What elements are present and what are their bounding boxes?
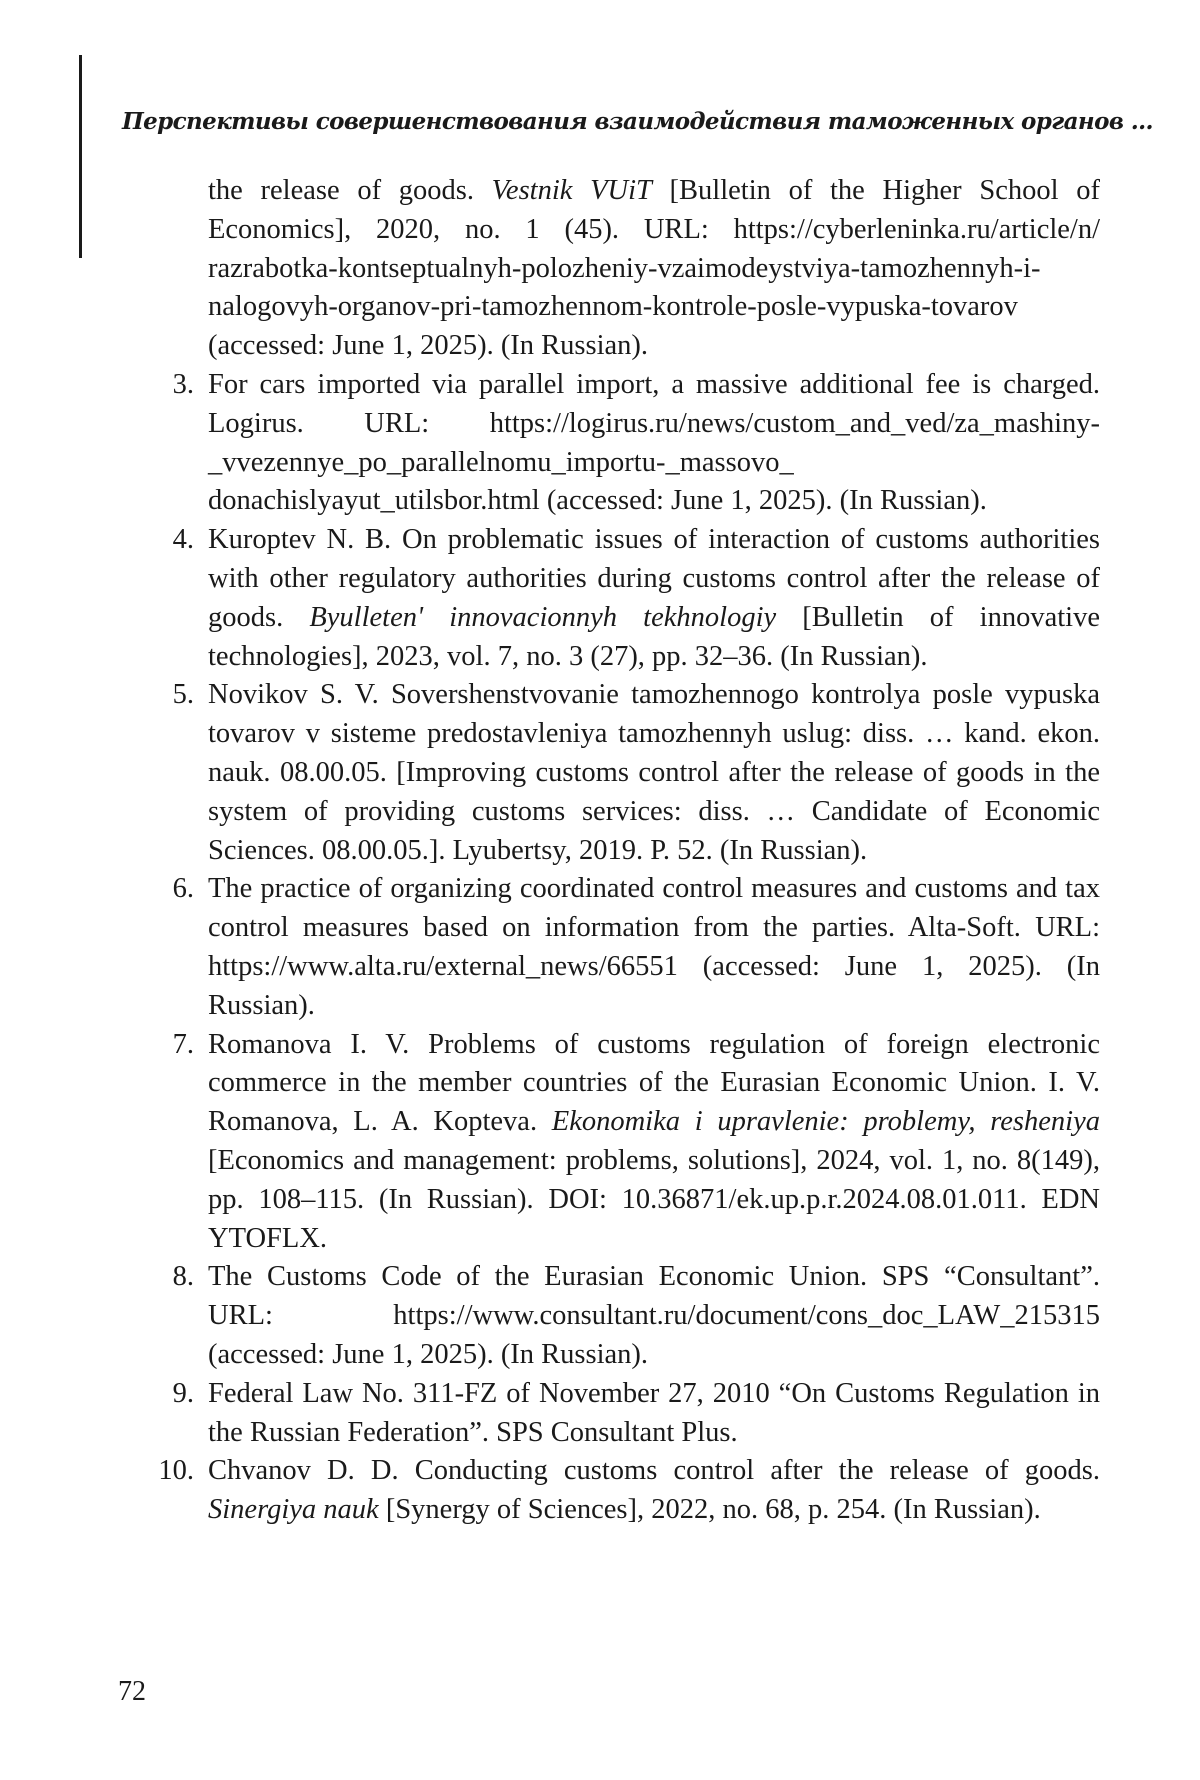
reference-text xyxy=(208,1452,1100,1530)
reference-text-segment: [Bulletin of the Higher School of Economics], 2020, no. 1 (45). URL: https://cyberleninka.ru/​article/​n/​razrabotka-​kontseptualnyh-​polozheniy-​vzaimodeystviya-​tamozhennyh-​i-​nalogovyh-​organov-​pri-​tamozhennom-​kontrole-​posle-​vypuska-​tovarov (accessed: June 1, 2025). (In Russian). xyxy=(208,175,1100,362)
reference-number: 4. xyxy=(172,524,194,556)
reference-text-segment: The practice of organizing coordinated control measures and customs and tax control measures based on information from the parties. Alta-Soft. URL: https://www.alta.ru/​external_news/​66551 (accessed: June 1, 2025). (In Russian). xyxy=(208,873,1100,1021)
reference-number: 5. xyxy=(172,679,194,711)
reference-source-title: Ekonomika i upravlenie: problemy, resheniya xyxy=(551,1106,1100,1138)
reference-number xyxy=(122,172,208,366)
reference-text-segment: Federal Law No. 311-FZ of November 27, 2010 “On Customs Regulation in the Russian Federation”. SPS Consultant Plus. xyxy=(208,1377,1100,1448)
reference-item xyxy=(122,1026,1100,1259)
reference-source-title: Vestnik VUiT xyxy=(491,175,652,206)
reference-number: 9. xyxy=(172,1377,194,1409)
reference-text xyxy=(208,1375,1100,1453)
reference-source-title: Sinergiya nauk xyxy=(208,1494,379,1526)
reference-text-segment: the release of goods. xyxy=(208,175,492,206)
reference-text xyxy=(208,366,1100,521)
reference-text xyxy=(208,172,1100,366)
reference-number: 8. xyxy=(172,1261,194,1293)
reference-item xyxy=(122,172,1100,366)
reference-text-segment: Chvanov D. D. Conducting customs control after the release of goods. xyxy=(208,1455,1100,1487)
reference-number: 6. xyxy=(172,873,194,905)
reference-text xyxy=(208,676,1100,870)
reference-text-segment: [Economics and management: problems, solutions], 2024, vol. 1, no. 8(149), pp. 108–115. (In Russian). DOI: 10.36871/​ek.up.p.r.2024.08.01.011. EDN YTOFLX. xyxy=(208,1144,1100,1254)
reference-source-title: Byulleten' innovacionnyh tekhnologiy xyxy=(309,601,777,633)
reference-text-segment: [Bulletin of innovative technologies], 2023, vol. 7, no. 3 (27), pp. 32–36. (In Russian). xyxy=(208,601,1100,672)
reference-item xyxy=(122,1452,1100,1530)
reference-item xyxy=(122,676,1100,870)
reference-number: 3. xyxy=(172,368,194,400)
reference-item xyxy=(122,870,1100,1025)
reference-text xyxy=(208,521,1100,676)
margin-rule xyxy=(79,55,82,258)
reference-item xyxy=(122,1375,1100,1453)
reference-text-segment: The Customs Code of the Eurasian Economic Union. SPS “Consultant”. URL: https://www.consultant.ru/​document/​cons_​doc_LAW_215315 (accessed: June 1, 2025). (In Russian). xyxy=(208,1261,1100,1370)
reference-text xyxy=(208,1026,1100,1259)
reference-text-segment: [Synergy of Sciences], 2022, no. 68, p. 254. (In Russian). xyxy=(378,1494,1041,1526)
reference-text-segment: Kuroptev N. B. On problematic issues of interaction of customs authorities with other regulatory authorities during customs control after the release of goods. xyxy=(208,524,1100,633)
reference-text-segment: Romanova I. V. Problems of customs regulation of foreign electronic commerce in the member countries of the Eurasian Economic Union. I. V. Romanova, L. A. Kopteva. xyxy=(208,1028,1100,1138)
reference-text-segment: For cars imported via parallel import, a massive additional fee is charged. Logirus. URL: https://logirus.ru/​news/​custom_and_ved/​za_mashiny-_vvezennye_po_parallelnomu_importu-_massovo_​donachislyayut_utilsbor.html (accessed: June 1, 2025). (In Russian). xyxy=(208,368,1100,517)
reference-text xyxy=(208,1258,1100,1374)
reference-text xyxy=(208,870,1100,1025)
reference-text-segment: Novikov S. V. Sovershenstvovanie tamozhennogo kontrolya posle vypuska tovarov v sisteme predostavleniya tamozhennyh uslug: diss. … kand. ekon. nauk. 08.00.05. [Improving customs control after the release of goods in the system of providing customs services: diss. … Candidate of Economic Sciences. 08.00.05.]. Lyubertsy, 2019. P. 52. (In Russian). xyxy=(208,679,1100,866)
reference-list xyxy=(122,172,1100,1530)
reference-item xyxy=(122,366,1100,521)
reference-number: 7. xyxy=(172,1028,194,1060)
running-header: Перспективы совершенствования взаимодействия таможенных органов ... xyxy=(122,108,1153,135)
page-number: 72 xyxy=(118,1676,146,1707)
reference-item xyxy=(122,1258,1100,1374)
reference-item xyxy=(122,521,1100,676)
reference-number: 10. xyxy=(158,1455,194,1487)
